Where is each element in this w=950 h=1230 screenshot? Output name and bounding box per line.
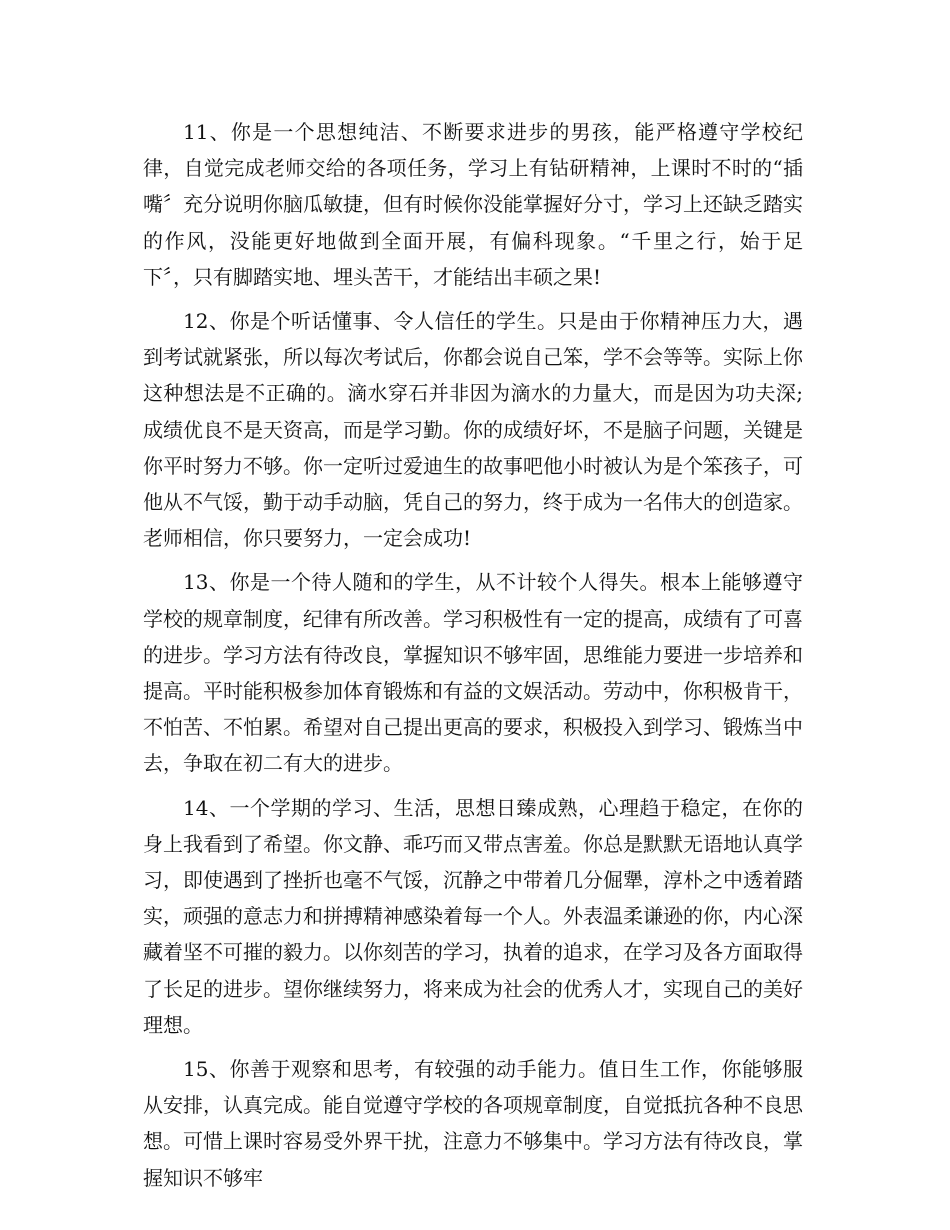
comment-paragraph-14: 14、一个学期的学习、生活，思想日臻成熟，心理趋于稳定，在你的身上我看到了希望。你文静、乖巧而又带点害羞。你总是默默无语地认真学习，即使遇到了挫折也毫不气馁，沉静之中带着几分倔犟，淳朴之中透着踏实，顽强的意志力和拼搏精神感染着每一个人。外表温柔谦逊的你，内心深藏着坚不可摧的毅力。以你刻苦的学习，执着的追求，在学习及各方面取得了长足的进步。望你继续努力，将来成为社会的优秀人才，实现自己的美好理想。 (143, 795, 803, 1037)
comment-paragraph-13: 13、你是一个待人随和的学生，从不计较个人得失。根本上能够遵守学校的规章制度，纪律有所改善。学习积极性有一定的提高，成绩有了可喜的进步。学习方法有待改良，掌握知识不够牢固，思维能力要进一步培养和提高。平时能积极参加体育锻炼和有益的文娱活动。劳动中，你积极肯干，不怕苦、不怕累。希望对自己提出更高的要求，积极投入到学习、锻炼当中去，争取在初二有大的进步。 (143, 570, 803, 776)
comment-paragraph-12: 12、你是个听话懂事、令人信任的学生。只是由于你精神压力大，遇到考试就紧张，所以每次考试后，你都会说自己笨，学不会等等。实际上你这种想法是不正确的。滴水穿石并非因为滴水的力量大，而是因为功夫深;成绩优良不是天资高，而是学习勤。你的成绩好坏，不是脑子问题，关键是你平时努力不够。你一定听过爱迪生的故事吧他小时被认为是个笨孩子，可他从不气馁，勤于动手动脑，凭自己的努力，终于成为一名伟大的创造家。老师相信，你只要努力，一定会成功! (143, 309, 803, 551)
document-body (143, 114, 803, 1196)
comment-paragraph-15: 15、你善于观察和思考，有较强的动手能力。值日生工作，你能够服从安排，认真完成。能自觉遵守学校的各项规章制度，自觉抵抗各种不良思想。可惜上课时容易受外界干扰，注意力不够集中。学习方法有待改良，掌握知识不够牢 (143, 1057, 803, 1190)
comment-paragraph-11: 11、你是一个思想纯洁、不断要求进步的男孩，能严格遵守学校纪律，自觉完成老师交给的各项任务，学习上有钻研精神，上课时不时的“插嘴〞充分说明你脑瓜敏捷，但有时候你没能掌握好分寸，学习上还缺乏踏实的作风，没能更好地做到全面开展，有偏科现象。“千里之行，始于足下〞，只有脚踏实地、埋头苦干，才能结出丰硕之果! (143, 120, 803, 289)
